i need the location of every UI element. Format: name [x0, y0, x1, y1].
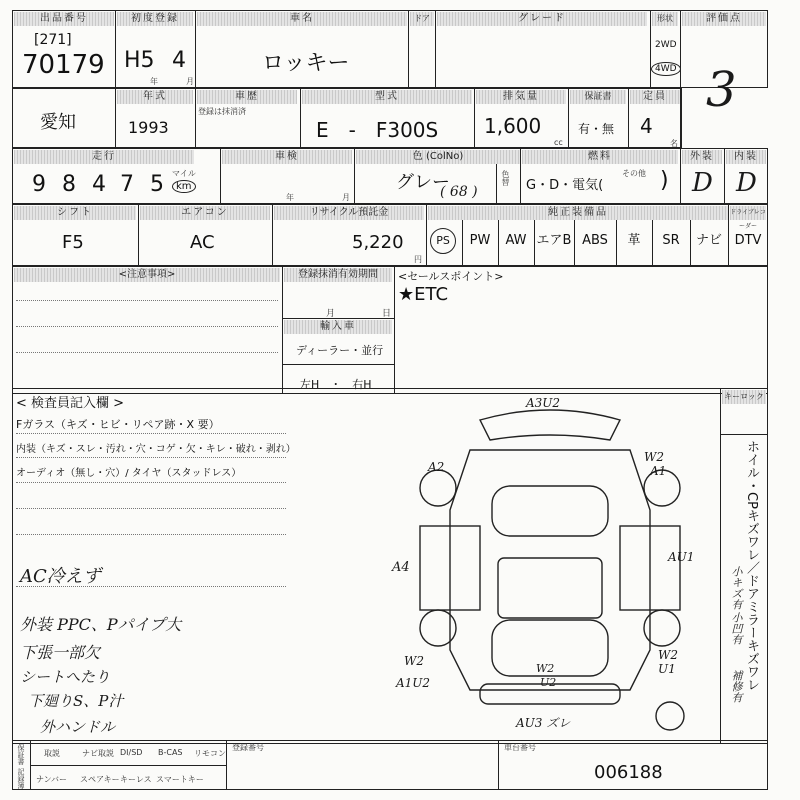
- car-name: ロッキー: [262, 51, 350, 76]
- era: H5: [124, 48, 155, 73]
- warranty-header: 保証書: [570, 90, 626, 104]
- mark-a1: A1: [650, 464, 667, 478]
- color-change-label: 色替: [501, 170, 510, 186]
- fuel: G・D・電気(: [526, 178, 604, 193]
- shape-header: 形状: [652, 12, 678, 26]
- equip-airbag: エアB: [536, 233, 572, 248]
- color-no: ( 68 ): [440, 184, 478, 200]
- note-ac: AC冷えず: [20, 566, 101, 587]
- mileage-d1: 9: [32, 172, 46, 197]
- mark-u2: U2: [540, 676, 557, 689]
- mileage-d2: 8: [62, 172, 76, 197]
- mileage-d4: 7: [120, 172, 134, 197]
- equip-ps: PS: [430, 228, 456, 254]
- mark-a2: A2: [428, 460, 445, 474]
- opt-number: ナンバー: [36, 775, 68, 784]
- lot-number: 70179: [22, 50, 105, 80]
- month-suffix: 月: [186, 77, 194, 86]
- equip-leather: 革: [627, 233, 641, 248]
- door-header: ドア: [410, 12, 434, 26]
- inspector-line-2: 内装（キズ・スレ・汚れ・穴・コゲ・欠・キレ・破れ・剥れ）: [16, 444, 296, 455]
- bottom-side-1: 保証書: [17, 744, 25, 765]
- opt-navi-manual: ナビ取説: [82, 749, 114, 758]
- displacement-header: 排気量: [476, 90, 566, 104]
- mark-w2-top: W2: [644, 450, 664, 464]
- car-name-header: 車名: [197, 12, 407, 26]
- year-suffix: 年: [150, 77, 158, 86]
- notes-header: <注意事項>: [14, 268, 280, 282]
- mark-a1u2: A1U2: [396, 676, 431, 690]
- opt-spare-key: スペアキー: [80, 775, 120, 784]
- recycle-fee: 5,220: [352, 232, 404, 253]
- note-undercarriage: 下廻りS、P汁: [28, 692, 124, 710]
- opt-disc: DI/SD: [120, 748, 143, 757]
- lot-header: 出品番号: [14, 12, 114, 26]
- car-number: 006188: [594, 762, 663, 783]
- plate-note: 登録は抹消済: [198, 107, 246, 116]
- shift: F5: [62, 232, 84, 253]
- mark-w2-center: W2: [536, 662, 555, 675]
- mark-au3: AU3 ズレ: [516, 716, 571, 730]
- sales-point-header: <セールスポイント>: [398, 270, 504, 283]
- sales-point: ★ETC: [398, 284, 449, 305]
- displacement-unit: cc: [554, 138, 563, 147]
- interior-grade: D: [736, 168, 757, 198]
- note-handle: 外ハンドル: [40, 718, 116, 736]
- car-no-label: 車台番号: [504, 743, 536, 752]
- warranty: 有・無: [578, 122, 615, 136]
- recorder-header: ドライブレコーダー: [730, 206, 766, 220]
- model-year: 1993: [128, 118, 169, 137]
- year-header: 年式: [117, 90, 193, 104]
- import-header: 輸入車: [284, 320, 392, 334]
- shape-2wd: 2WD: [655, 40, 677, 50]
- model-type-header: 型式: [302, 90, 472, 104]
- recycle-header: リサイクル預託金: [274, 206, 424, 220]
- equipment-header: 純正装備品: [428, 206, 728, 220]
- interior-header: 内装: [726, 150, 766, 164]
- mileage-d5: 5: [150, 172, 164, 197]
- displacement: 1,600: [484, 114, 542, 138]
- opt-remote: リモコン: [194, 749, 226, 758]
- color-name: グレー: [396, 172, 450, 193]
- cancel-header: 登録抹消有効期間: [284, 268, 392, 282]
- equip-abs: ABS: [582, 233, 608, 248]
- score: 3: [706, 62, 737, 118]
- inspection-year: 年: [286, 193, 294, 202]
- opt-manual: 取説: [44, 749, 60, 758]
- inspector-line-1: Fガラス（キズ・ヒビ・リペア跡・X 要）: [16, 418, 220, 431]
- import-value: ディーラー・並行: [296, 344, 384, 357]
- inspector-line-3: オーディオ（無し・穴）/ タイヤ（スタッドレス）: [16, 468, 242, 479]
- exterior-grade: D: [692, 168, 713, 198]
- equip-dtv: DTV: [734, 233, 762, 248]
- opt-keyless: キーレス: [120, 775, 152, 784]
- note-exterior: 外装 PPC、Pパイプ大: [20, 615, 182, 634]
- mileage-d3: 4: [92, 172, 106, 197]
- grade-header: グレード: [437, 12, 647, 26]
- side-note: ホイル・CPキズワレ／ドアミラーキズワレ: [744, 440, 759, 691]
- cancel-day: 日: [382, 309, 392, 319]
- keylock-header: キーロック: [722, 390, 766, 404]
- mark-au1: AU1: [668, 550, 695, 564]
- inspector-header: < 検査員記入欄 >: [16, 396, 125, 411]
- first-reg-header: 初度登録: [117, 12, 193, 26]
- mileage-header: 走行: [14, 150, 194, 164]
- side-note-small-2: 小凹有: [730, 612, 743, 645]
- seats: 4: [640, 114, 653, 138]
- plate-header: 車歴: [197, 90, 297, 104]
- score-header: 評価点: [682, 12, 766, 26]
- seats-header: 定員: [630, 90, 680, 104]
- shape-4wd: 4WD: [651, 62, 681, 76]
- steering: 左H ・ 右H: [300, 378, 372, 391]
- lot-sub: [271]: [34, 32, 72, 48]
- equip-pw: PW: [469, 233, 491, 248]
- opt-smartkey: スマートキー: [156, 775, 204, 784]
- cancel-month: 月: [326, 309, 336, 319]
- inspection-header: 車検: [222, 150, 352, 164]
- reg-no-label: 登録番号: [232, 743, 264, 752]
- seats-unit: 名: [670, 139, 678, 148]
- equip-sr: SR: [662, 233, 680, 248]
- side-note-small-3: 補修有: [730, 670, 743, 703]
- mark-w2-left: W2: [404, 654, 424, 668]
- equip-navi: ナビ: [695, 233, 722, 248]
- exterior-header: 外装: [682, 150, 722, 164]
- recycle-unit: 円: [414, 255, 422, 264]
- fuel-header: 燃料: [522, 150, 678, 164]
- mark-a3u2: A3U2: [526, 396, 561, 410]
- note-underside: 下張一部欠: [20, 643, 101, 662]
- bottom-side-2: 記録簿: [17, 768, 25, 789]
- mark-w2-right: W2: [658, 648, 678, 662]
- mileage-unit-km: km: [172, 180, 196, 193]
- aircon-header: エアコン: [140, 206, 270, 220]
- opt-bcas: B-CAS: [158, 748, 183, 757]
- mileage-unit-mile: マイル: [172, 169, 196, 178]
- fuel-close: ): [660, 168, 669, 193]
- mark-a4: A4: [392, 560, 410, 575]
- fuel-other: その他: [622, 169, 646, 178]
- mark-u1: U1: [658, 662, 676, 676]
- color-header: 色 (ColNo): [356, 150, 520, 164]
- reg-month: 4: [172, 48, 186, 73]
- equip-aw: AW: [505, 233, 527, 248]
- region: 愛知: [40, 112, 76, 133]
- note-seat: シートへたり: [20, 668, 111, 686]
- shift-header: シフト: [14, 206, 136, 220]
- inspection-month: 月: [342, 193, 350, 202]
- aircon: AC: [190, 232, 215, 253]
- side-note-small-1: 小キズ有: [730, 566, 743, 610]
- model-type: E - F300S: [316, 118, 439, 142]
